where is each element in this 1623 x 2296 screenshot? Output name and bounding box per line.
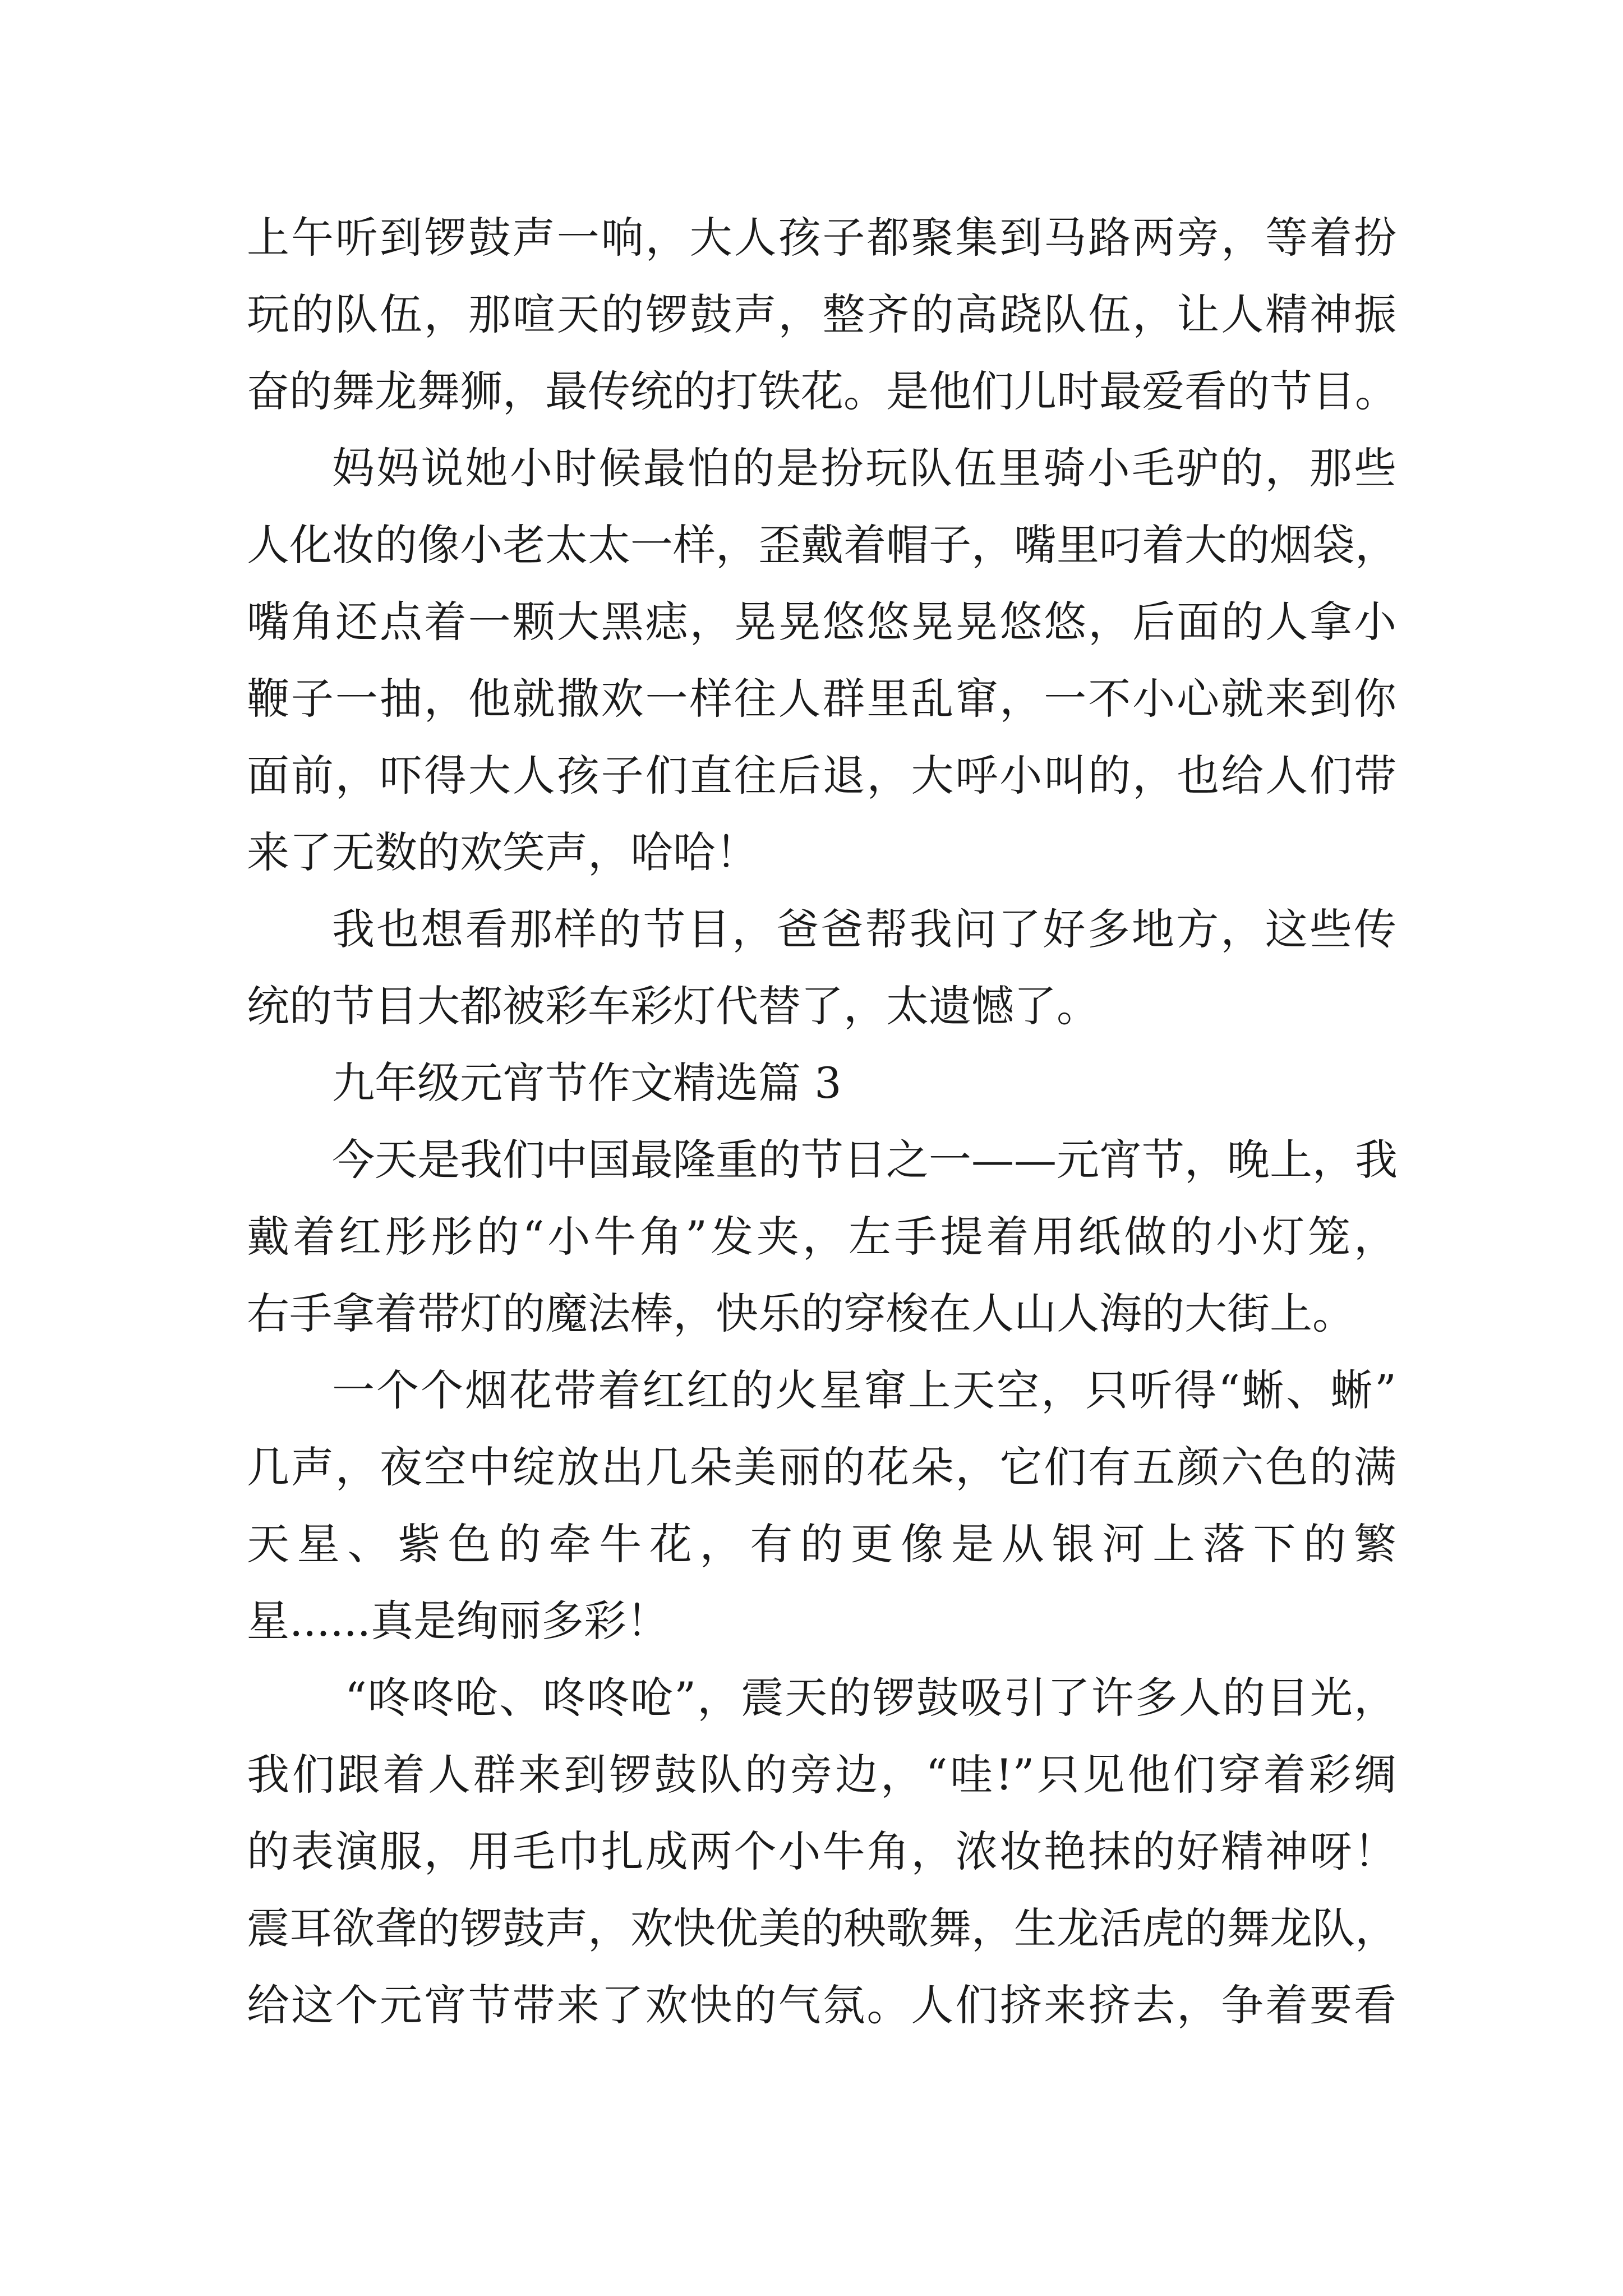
paragraph-end-line: 星......真是绚丽多彩！ <box>247 1596 669 1646</box>
text-line: 人化妆的像小老太太一样，歪戴着帽子，嘴里叼着大的烟袋， <box>247 520 1398 570</box>
paragraph-end-line: 右手拿着带灯的魔法棒，快乐的穿梭在人山人海的大街上。 <box>247 1289 1355 1338</box>
paragraph-end-line: 统的节目大都被彩车彩灯代替了，太遗憾了。 <box>247 981 1099 1031</box>
paragraph-end-line: 来了无数的欢笑声，哈哈！ <box>247 827 758 877</box>
paragraph-start-line: “咚咚呛、咚咚呛”，震天的锣鼓吸引了许多人的目光， <box>345 1673 1396 1723</box>
section-heading: 九年级元宵节作文精选篇 3 <box>332 1058 842 1108</box>
text-line: 鞭子一抽，他就撒欢一样往人群里乱窜，一不小心就来到你 <box>247 674 1396 724</box>
text-line: 几声，夜空中绽放出几朵美丽的花朵，它们有五颜六色的满 <box>247 1442 1396 1492</box>
paragraph-start-line: 今天是我们中国最隆重的节日之一——元宵节，晚上，我 <box>332 1135 1398 1185</box>
text-line: 天星、紫色的牵牛花，有的更像是从银河上落下的繁 <box>247 1519 1396 1569</box>
text-line: 震耳欲聋的锣鼓声，欢快优美的秧歌舞，生龙活虎的舞龙队， <box>247 1903 1398 1953</box>
text-line: 面前，吓得大人孩子们直往后退，大呼小叫的，也给人们带 <box>247 751 1396 800</box>
text-line: 上午听到锣鼓声一响，大人孩子都聚集到马路两旁，等着扮 <box>247 213 1396 263</box>
paragraph-start-line: 妈妈说她小时候最怕的是扮玩队伍里骑小毛驴的，那些 <box>332 443 1396 493</box>
text-line: 给这个元宵节带来了欢快的气氛。人们挤来挤去，争着要看 <box>247 1980 1396 2030</box>
essay-body <box>247 199 1396 2044</box>
text-line: 嘴角还点着一颗大黑痣，晃晃悠悠晃晃悠悠，后面的人拿小 <box>247 597 1396 647</box>
text-line: 我们跟着人群来到锣鼓队的旁边，“哇!”只见他们穿着彩绸 <box>247 1750 1396 1800</box>
paragraph-start-line: 一个个烟花带着红红的火星窜上天空，只听得“蜥、蜥” <box>332 1365 1396 1415</box>
text-line: 奋的舞龙舞狮，最传统的打铁花。是他们儿时最爱看的节目。 <box>247 366 1398 416</box>
paragraph-start-line: 我也想看那样的节目，爸爸帮我问了好多地方，这些传 <box>332 904 1396 954</box>
text-line: 玩的队伍，那喧天的锣鼓声，整齐的高跷队伍，让人精神振 <box>247 289 1396 339</box>
text-line: 戴着红彤彤的“小牛角”发夹，左手提着用纸做的小灯笼， <box>247 1212 1396 1262</box>
text-line: 的表演服，用毛巾扎成两个小牛角，浓妆艳抹的好精神呀！ <box>247 1826 1396 1876</box>
